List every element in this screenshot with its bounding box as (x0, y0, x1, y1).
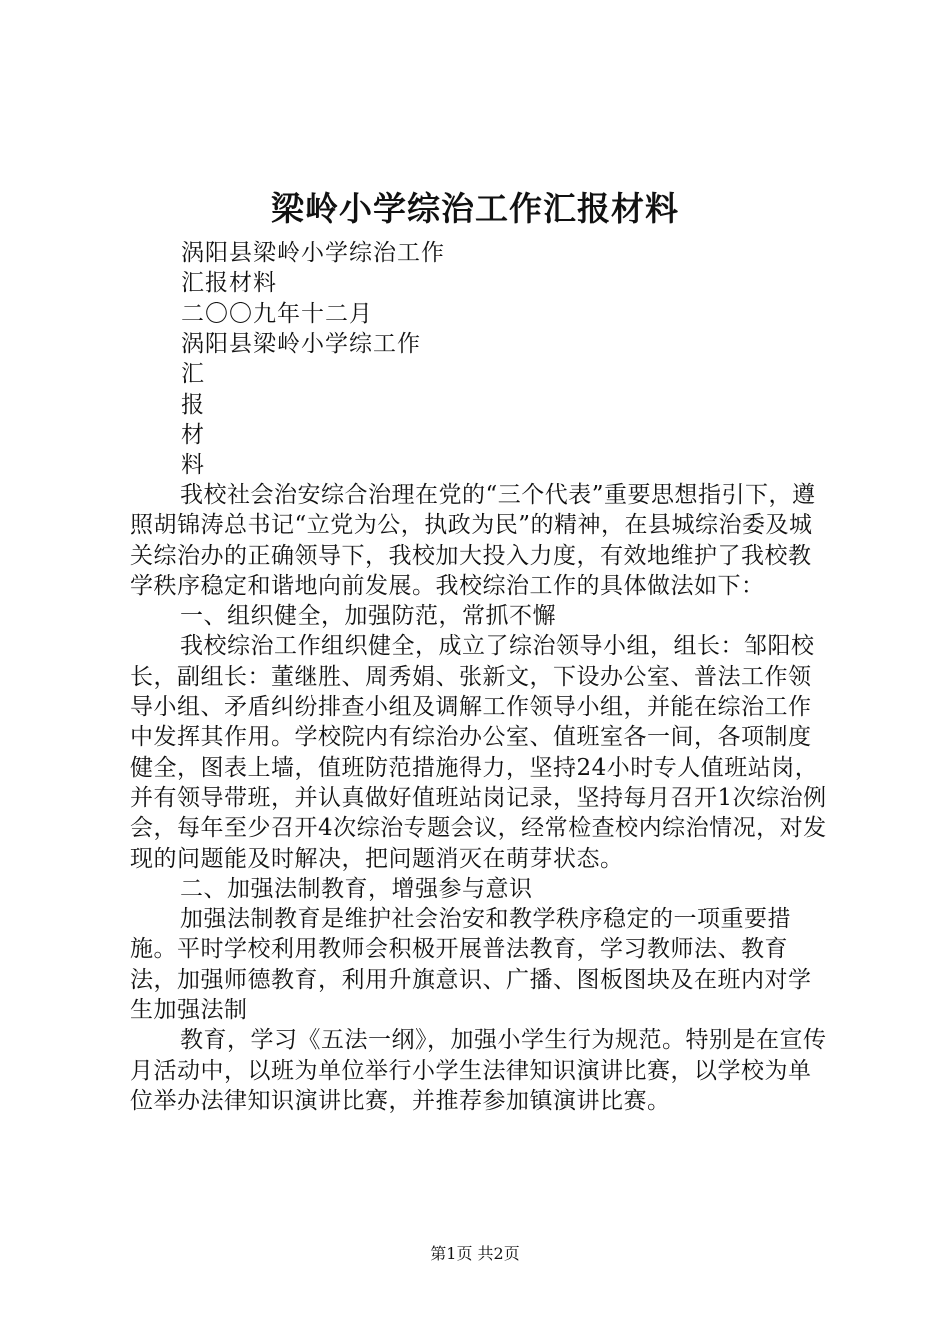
header-line: 汇 (181, 361, 205, 387)
header-line: 涡阳县梁岭小学综治工作 (181, 240, 445, 266)
header-line: 报 (181, 392, 205, 418)
paragraph: 我校社会治安综合治理在党的“三个代表”重要思想指引下，遵照胡锦涛总书记“立党为公，执政为民”的精神，在县城综治委及城关综治办的正确领导下，我校加大投入力度，有效地维护了我校教学秩序稳定和谐地向前发展。我校综治工作的具体做法如下： (130, 482, 816, 599)
paragraph: 我校综治工作组织健全，成立了综治领导小组，组长：邹阳校长，副组长：董继胜、周秀娟、张新文，下设办公室、普法工作领导小组、矛盾纠纷排查小组及调解工作领导小组，并能在综治工作中发挥其作用。学校院内有综治办公室、值班室各一间，各项制度健全，图表上墙，值班防范措施得力，坚持24小时专人值班站岗，并有领导带班，并认真做好值班站岗记录，坚持每月召开1次综治例会，每年至少召开4次综治专题会议，经常检查校内综治情况，对发现的问题能及时解决，把问题消灭在萌芽状态。 (130, 633, 827, 872)
header-line: 材 (181, 422, 205, 448)
header-line: 汇报材料 (181, 270, 277, 296)
section-heading: 二、加强法制教育，增强参与意识 (180, 875, 533, 902)
paragraph: 教育，学习《五法一纲》，加强小学生行为规范。特别是在宣传月活动中，以班为单位举行小学生法律知识演讲比赛，以学校为单位举办法律知识演讲比赛，并推荐参加镇演讲比赛。 (130, 1027, 827, 1114)
header-line: 涡阳县梁岭小学综工作 (181, 331, 421, 357)
document-title: 梁岭小学综治工作汇报材料 (271, 189, 679, 228)
paragraph: 加强法制教育是维护社会治安和教学秩序稳定的一项重要措施。平时学校利用教师会积极开展普法教育，学习教师法、教育法，加强师德教育，利用升旗意识、广播、图板图块及在班内对学生加强法制 (130, 906, 812, 1024)
header-line: 料 (181, 452, 205, 478)
header-line: 二〇〇九年十二月 (181, 301, 373, 327)
page-footer: 第1页 共2页 (430, 1244, 520, 1263)
section-heading: 一、组织健全，加强防范，常抓不懈 (180, 603, 556, 630)
document-body (130, 480, 830, 1116)
